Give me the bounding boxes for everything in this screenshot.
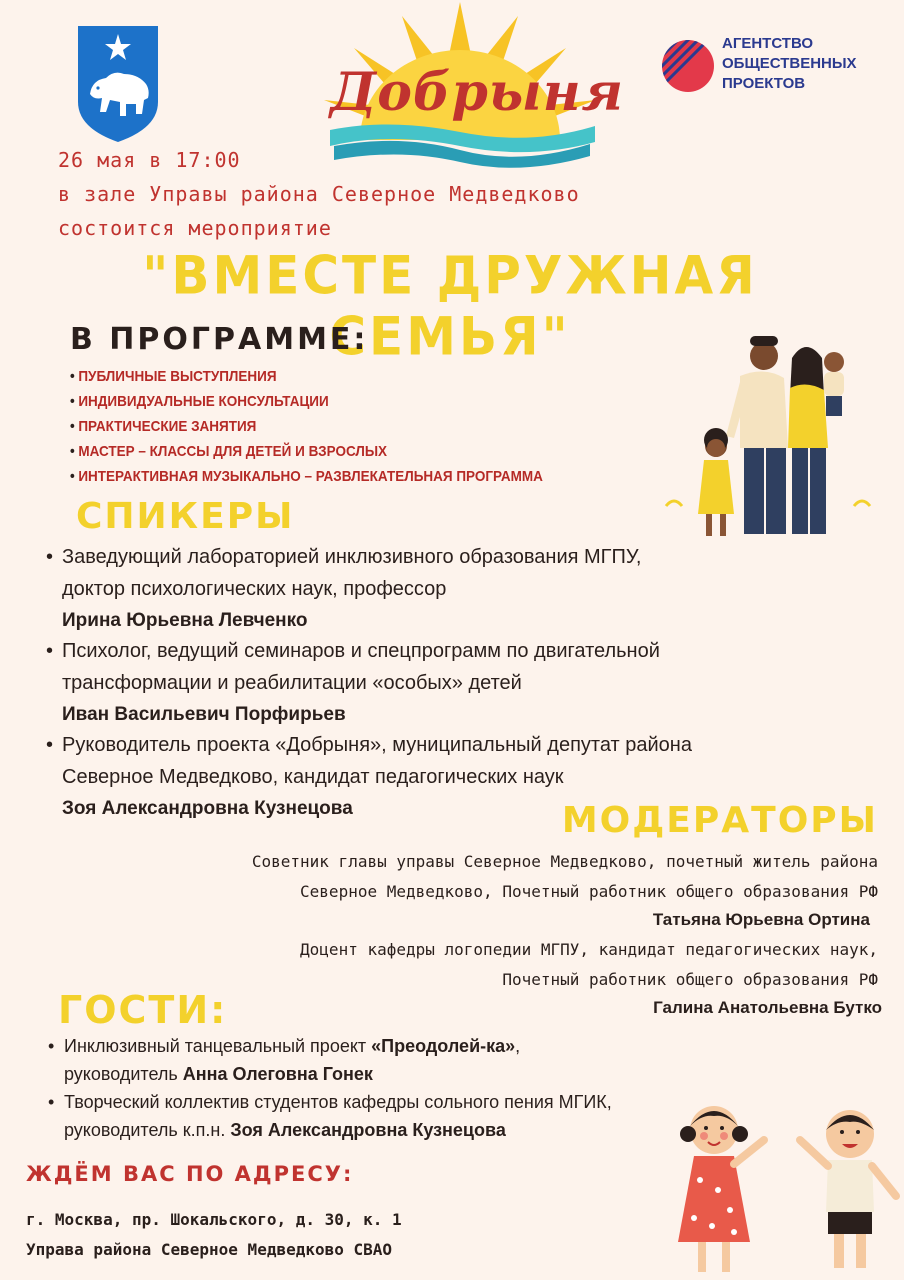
moderator-1-line-1: Советник главы управы Северное Медведково, почетный житель района [251, 852, 878, 871]
speaker-2-line-1: • Психолог, ведущий семинаров и спецпрограмм по двигательной [46, 640, 660, 662]
agency-line-3: ПРОЕКТОВ [722, 75, 806, 92]
agency-line-2: ОБЩЕСТВЕННЫХ [722, 55, 857, 72]
program-list [70, 364, 595, 489]
moderator-2-line-2: Почетный работник общего образования РФ [502, 970, 878, 989]
guest-1-line-2: руководитель Анна Олеговна Гонек [64, 1064, 373, 1084]
speaker-1-line-1: • Заведующий лабораторией инклюзивного образования МГПУ, [46, 546, 642, 568]
speaker-2-name: Иван Васильевич Порфирьев [62, 704, 346, 725]
event-title: "ВМЕСТЕ ДРУЖНАЯ СЕМЬЯ" [142, 245, 758, 367]
event-place: в зале Управы района Северное Медведково [58, 182, 580, 206]
brand-name: Добрыня [330, 62, 625, 123]
kids-illustration [660, 1100, 904, 1280]
moderator-1-line-2: Северное Медведково, Почетный работник общего образования РФ [300, 882, 878, 901]
address-heading: ЖДЁМ ВАС ПО АДРЕСУ: [26, 1162, 354, 1186]
moderator-1-name: Татьяна Юрьевна Ортина [652, 910, 870, 929]
event-intro: состоится мероприятие [58, 216, 332, 240]
agency-logo [660, 34, 900, 98]
striped-circle-icon [660, 38, 716, 94]
event-date-time: 26 мая в 17:00 [58, 148, 241, 172]
guests-heading: ГОСТИ: [58, 988, 228, 1032]
program-item: • ПУБЛИЧНЫЕ ВЫСТУПЛЕНИЯ [70, 368, 277, 385]
program-item: • ИНТЕРАКТИВНАЯ МУЗЫКАЛЬНО – РАЗВЛЕКАТЕЛЬНАЯ ПРОГРАММА [70, 468, 543, 485]
moderators-heading: МОДЕРАТОРЫ [561, 800, 878, 841]
program-item: • ПРАКТИЧЕСКИЕ ЗАНЯТИЯ [70, 418, 257, 435]
guest-1-line-1: • Инклюзивный танцевальный проект «Преодолей-ка», [48, 1036, 521, 1056]
address-line-1: г. Москва, пр. Шокальского, д. 30, к. 1 [26, 1210, 402, 1229]
agency-line-1: АГЕНТСТВО [722, 35, 814, 52]
guest-2-line-1: • Творческий коллектив студентов кафедры сольного пения МГИК, [48, 1092, 612, 1112]
speaker-3-line-1: • Руководитель проекта «Добрыня», муниципальный депутат района [46, 734, 692, 756]
speaker-2-line-2: трансформации и реабилитации «особых» детей [62, 672, 522, 694]
program-item: • ИНДИВИДУАЛЬНЫЕ КОНСУЛЬТАЦИИ [70, 393, 329, 410]
speaker-1-line-2: доктор психологических наук, профессор [62, 578, 447, 600]
speaker-3-line-2: Северное Медведково, кандидат педагогических наук [62, 766, 564, 788]
speaker-3-name: Зоя Александровна Кузнецова [62, 798, 353, 819]
address-line-2: Управа района Северное Медведково СВАО [26, 1240, 393, 1259]
program-item: • МАСТЕР – КЛАССЫ ДЛЯ ДЕТЕЙ И ВЗРОСЛЫХ [70, 443, 388, 460]
speaker-1-name: Ирина Юрьевна Левченко [62, 610, 308, 631]
family-illustration [656, 336, 876, 546]
polar-bear-coat-of-arms-icon [76, 24, 160, 144]
moderator-2-line-1: Доцент кафедры логопедии МГПУ, кандидат педагогических наук, [300, 940, 878, 959]
moderator-2-name: Галина Анатольевна Бутко [653, 998, 882, 1017]
guest-2-line-2: руководитель к.п.н. Зоя Александровна Кузнецова [64, 1120, 506, 1140]
speakers-heading: СПИКЕРЫ [76, 496, 295, 537]
program-heading: В ПРОГРАММЕ: [70, 322, 369, 357]
